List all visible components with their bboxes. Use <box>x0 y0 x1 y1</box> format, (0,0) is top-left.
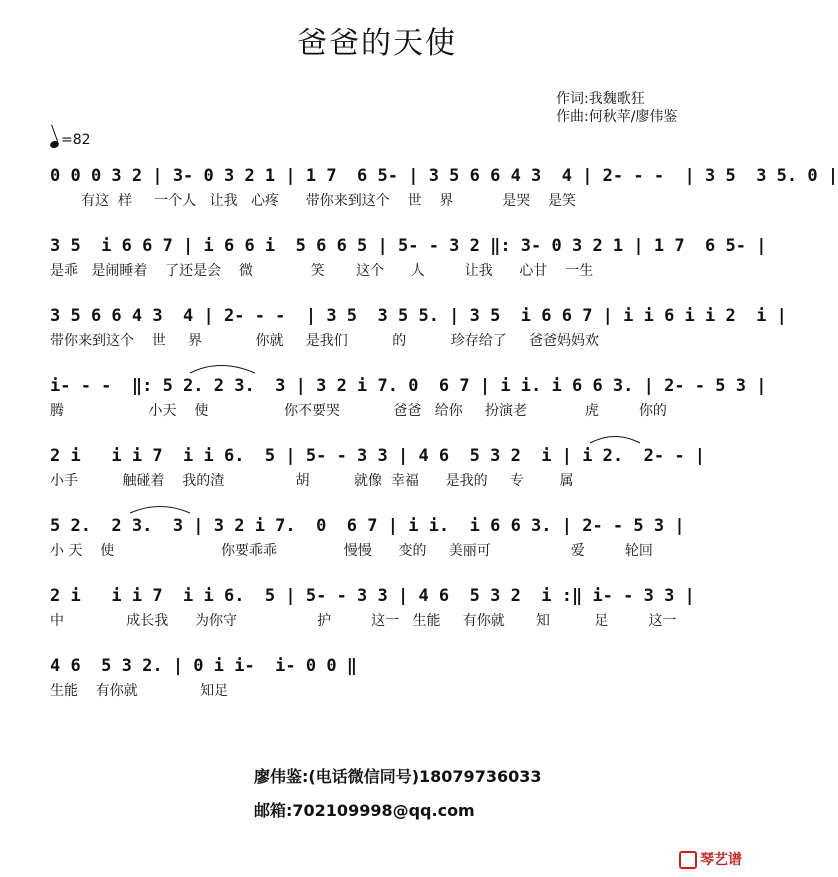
tempo-value: =82 <box>61 132 91 148</box>
slur-arc <box>190 366 255 374</box>
song-title: 爸爸的天使 <box>297 26 457 61</box>
slur-arc <box>130 507 190 514</box>
logo-icon <box>679 851 697 869</box>
lyric-line: 小手 触碰着 我的渣 胡 就像 幸福 是我的 专 属 <box>50 473 574 489</box>
notation-line: i- - - ‖: 5 2. 2 3. 3 | 3 2 i 7. 0 6 7 | i i. i 6 6 3. | 2- - 5 3 | <box>50 376 767 396</box>
notation-line: 3 5 6 6 4 3 4 | 2- - - | 3 5 3 5 5. | 3 5 i 6 6 7 | i i 6 i i 2 i | <box>50 306 787 326</box>
lyric-line: 腾 小天 使 你不要哭 爸爸 给你 扮演老 虎 你的 <box>50 403 667 419</box>
notation-line: 3 5 i 6 6 7 | i 6 6 i 5 6 6 5 | 5- - 3 2 ‖: 3- 0 3 2 1 | 1 7 6 5- | <box>50 236 767 256</box>
notation-line: 0 0 0 3 2 | 3- 0 3 2 1 | 1 7 6 5- | 3 5 6 6 4 3 4 | 2- - - | 3 5 3 5. 0 | <box>50 166 838 186</box>
composer-credit: 作曲:何秋苹/廖伟鉴 <box>556 109 678 125</box>
slur-arc <box>590 437 640 444</box>
lyric-line: 生能 有你就 知足 <box>50 683 229 699</box>
lyric-line: 有这 样 一个人 让我 心疼 带你来到这个 世 界 是哭 是笑 <box>50 193 577 209</box>
lyric-line: 带你来到这个 世 界 你就 是我们 的 珍存给了 爸爸妈妈欢 <box>50 333 599 349</box>
lyricist-credit: 作词:我魏歌狂 <box>556 91 645 107</box>
email-info: 邮箱:702109998@qq.com <box>254 801 475 820</box>
notation-line: 5 2. 2 3. 3 | 3 2 i 7. 0 6 7 | i i. i 6 6 3. | 2- - 5 3 | <box>50 516 685 536</box>
contact-info: 廖伟鉴:(电话微信同号)18079736033 <box>254 767 542 786</box>
notation-line: 4 6 5 3 2. | 0 i i- i- 0 0 ‖ <box>50 656 358 676</box>
site-logo <box>679 849 742 869</box>
lyric-line: 中 成长我 为你守 护 这一 生能 有你就 知 足 这一 <box>50 613 677 629</box>
notation-line: 2 i i i 7 i i 6. 5 | 5- - 3 3 | 4 6 5 3 2 i | i 2. 2- - | <box>50 446 706 466</box>
lyric-line: 小 天 使 你要乖乖 慢慢 变的 美丽可 爱 轮回 <box>50 543 653 559</box>
lyric-line: 是乖 是闹睡着 了还是会 微 笑 这个 人 让我 心甘 一生 <box>50 263 594 279</box>
notation-line: 2 i i i 7 i i 6. 5 | 5- - 3 3 | 4 6 5 3 2 i :‖ i- - 3 3 | <box>50 586 695 606</box>
logo-text: 琴艺谱 <box>700 852 742 868</box>
